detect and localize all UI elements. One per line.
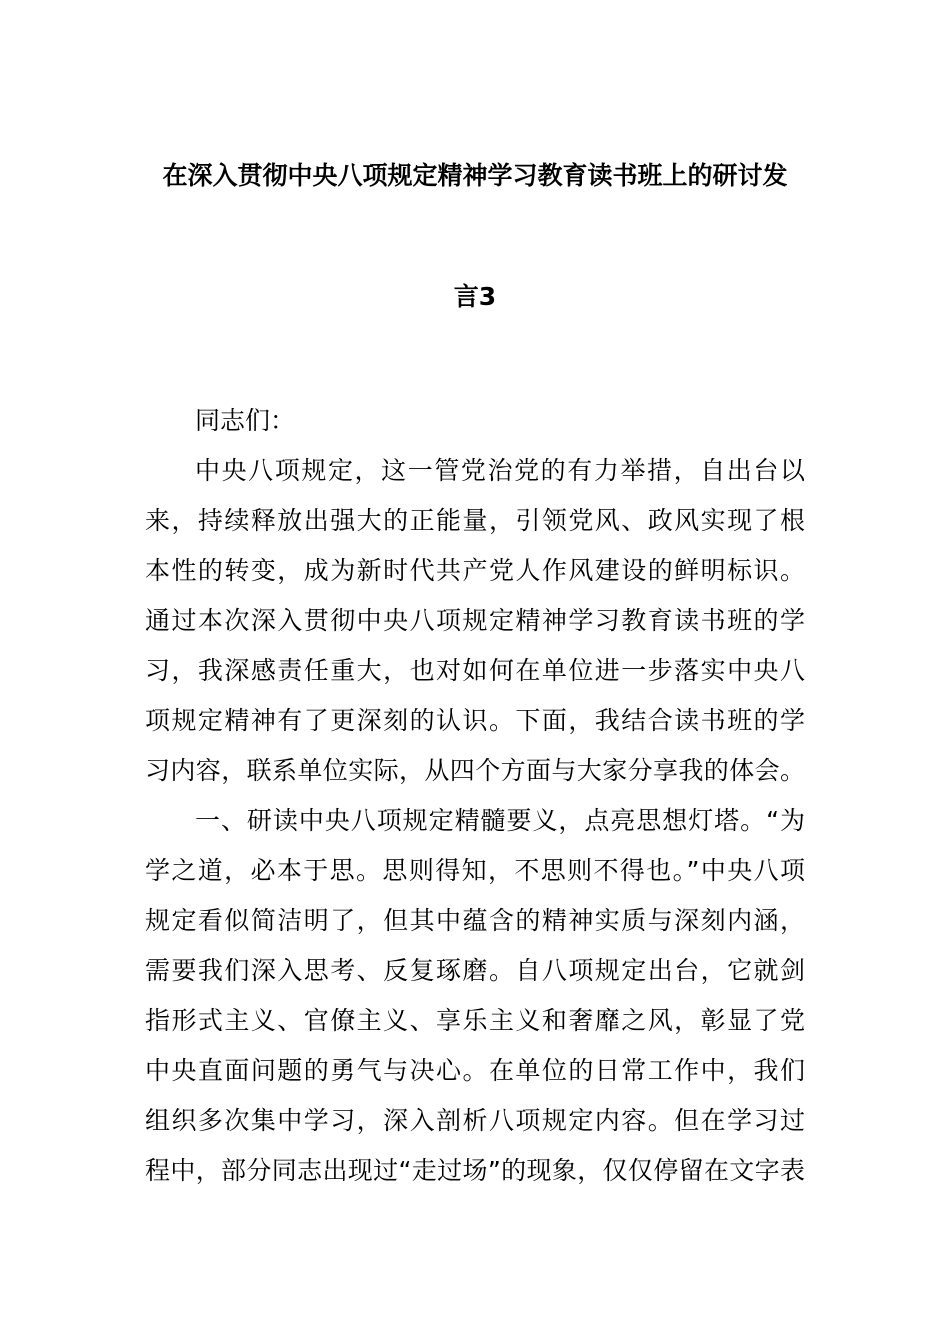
body-line: 需要我们深入思考、反复琢磨。自八项规定出台，它就剑 bbox=[145, 956, 805, 985]
body-line: 习，我深感责任重大，也对如何在单位进一步落实中央八 bbox=[145, 656, 805, 685]
body-line: 程中，部分同志出现过“走过场”的现象，仅仅停留在文字表 bbox=[145, 1156, 805, 1185]
body-line: 来，持续释放出强大的正能量，引领党风、政风实现了根 bbox=[145, 506, 805, 535]
body-line: 通过本次深入贯彻中央八项规定精神学习教育读书班的学 bbox=[145, 606, 805, 635]
body-line: 习内容，联系单位实际，从四个方面与大家分享我的体会。 bbox=[145, 756, 805, 785]
section-heading-line: 一、研读中央八项规定精髓要义，点亮思想灯塔。“为 bbox=[195, 806, 805, 835]
body-line: 项规定精神有了更深刻的认识。下面，我结合读书班的学 bbox=[145, 706, 805, 735]
body-line: 中央八项规定，这一管党治党的有力举措，自出台以 bbox=[195, 456, 805, 485]
body-line: 规定看似简洁明了，但其中蕴含的精神实质与深刻内涵， bbox=[145, 906, 805, 935]
salutation: 同志们： bbox=[195, 406, 296, 435]
body-line: 中央直面问题的勇气与决心。在单位的日常工作中，我们 bbox=[145, 1056, 805, 1085]
body-line: 学之道，必本于思。思则得知，不思则不得也。”中央八项 bbox=[145, 856, 805, 885]
document-title-line-1: 在深入贯彻中央八项规定精神学习教育读书班上的研讨发 bbox=[162, 161, 788, 190]
body-line: 本性的转变，成为新时代共产党人作风建设的鲜明标识。 bbox=[145, 556, 805, 585]
body-line: 指形式主义、官僚主义、享乐主义和奢靡之风，彰显了党 bbox=[145, 1006, 805, 1035]
document-title-line-2: 言3 bbox=[453, 282, 497, 311]
body-line: 组织多次集中学习，深入剖析八项规定内容。但在学习过 bbox=[145, 1106, 805, 1135]
